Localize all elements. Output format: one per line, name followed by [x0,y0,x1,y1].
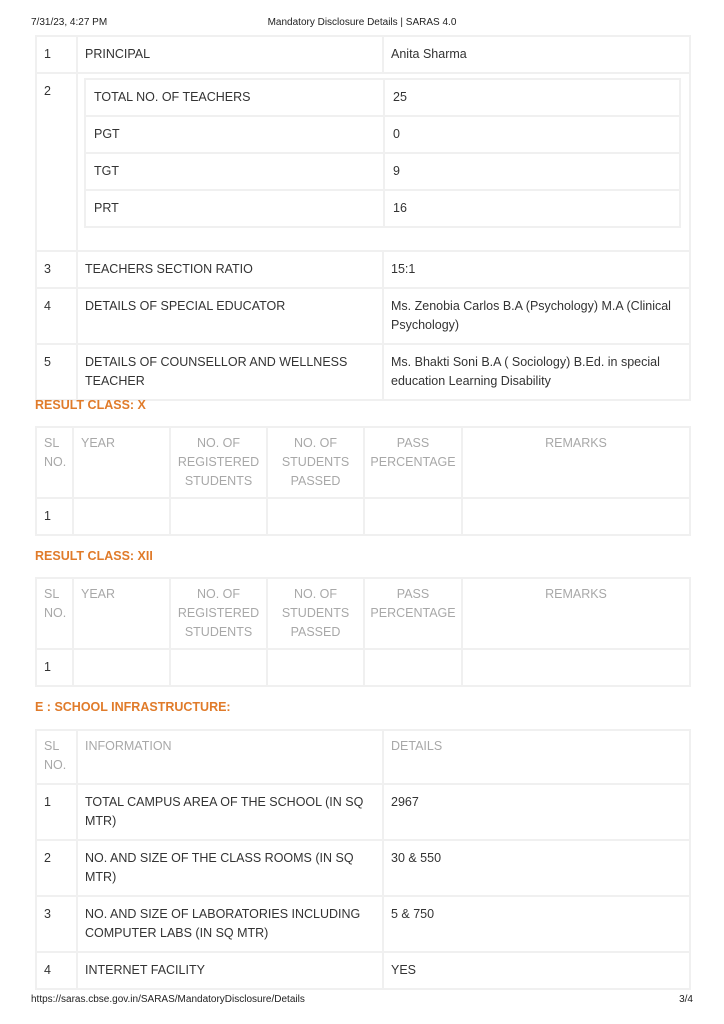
header-information: INFORMATION [77,730,383,784]
information-cell: NO. AND SIZE OF THE CLASS ROOMS (IN SQ MTR) [77,840,383,896]
sl-cell: 5 [36,344,77,400]
label-cell: TEACHERS SECTION RATIO [77,251,383,288]
remarks-cell [462,649,690,686]
table-row [36,952,690,989]
passed-cell [267,498,364,535]
header-year: YEAR [73,578,170,649]
label-cell: PRINCIPAL [77,36,383,73]
table-row [85,79,680,116]
page-number: 3/4 [679,994,693,1005]
label-cell: PRT [85,190,384,227]
table-row [85,153,680,190]
print-datetime: 7/31/23, 4:27 PM [31,17,108,28]
information-cell: INTERNET FACILITY [77,952,383,989]
table-header-row [36,730,690,784]
result-class-xii-title: RESULT CLASS: XII [35,549,153,563]
table-row [36,344,690,400]
header-remarks: REMARKS [462,427,690,498]
header-details: DETAILS [383,730,690,784]
passed-cell [267,649,364,686]
result-class-xii-table [35,577,691,687]
remarks-cell [462,498,690,535]
header-passed: NO. OF STUDENTS PASSED [267,578,364,649]
table-row [36,36,690,73]
header-year: YEAR [73,427,170,498]
sl-cell: 4 [36,288,77,344]
sl-cell: 4 [36,952,77,989]
header-percentage: PASS PERCENTAGE [364,427,462,498]
label-cell: DETAILS OF SPECIAL EDUCATOR [77,288,383,344]
value-cell: 15:1 [383,251,690,288]
header-percentage: PASS PERCENTAGE [364,578,462,649]
information-cell: TOTAL CAMPUS AREA OF THE SCHOOL (IN SQ MTR) [77,784,383,840]
year-cell [73,649,170,686]
staff-table [35,35,691,401]
header-passed: NO. OF STUDENTS PASSED [267,427,364,498]
label-cell: PGT [85,116,384,153]
table-row [36,498,690,535]
label-cell: TGT [85,153,384,190]
print-footer [31,994,693,1008]
header-sl: SL NO. [36,427,73,498]
value-cell: 25 [384,79,680,116]
infrastructure-title: E : SCHOOL INFRASTRUCTURE: [35,700,231,714]
table-row [36,649,690,686]
sl-cell: 3 [36,251,77,288]
table-row [85,116,680,153]
table-row [85,190,680,227]
sl-cell: 1 [36,784,77,840]
value-cell: Ms. Bhakti Soni B.A ( Sociology) B.Ed. in special education Learning Disability [383,344,690,400]
teachers-table [84,78,681,228]
table-row [36,840,690,896]
sl-cell: 1 [36,498,73,535]
sl-cell: 1 [36,649,73,686]
sl-cell: 2 [36,840,77,896]
percentage-cell [364,498,462,535]
details-cell: 2967 [383,784,690,840]
teachers-cell [77,73,690,251]
header-sl: SL NO. [36,730,77,784]
percentage-cell [364,649,462,686]
registered-cell [170,498,267,535]
sl-cell: 1 [36,36,77,73]
label-cell: TOTAL NO. OF TEACHERS [85,79,384,116]
details-cell: 30 & 550 [383,840,690,896]
result-class-x-title: RESULT CLASS: X [35,398,146,412]
table-row [36,251,690,288]
table-row [36,784,690,840]
table-header-row [36,578,690,649]
sl-cell: 2 [36,73,77,251]
value-cell: Ms. Zenobia Carlos B.A (Psychology) M.A (Clinical Psychology) [383,288,690,344]
print-header [31,17,693,31]
header-registered: NO. OF REGISTERED STUDENTS [170,578,267,649]
value-cell: 9 [384,153,680,190]
table-header-row [36,427,690,498]
result-class-x-table [35,426,691,536]
information-cell: NO. AND SIZE OF LABORATORIES INCLUDING COMPUTER LABS (IN SQ MTR) [77,896,383,952]
value-cell: 16 [384,190,680,227]
details-cell: YES [383,952,690,989]
label-cell: DETAILS OF COUNSELLOR AND WELLNESS TEACHER [77,344,383,400]
table-row [36,73,690,251]
print-page-title: Mandatory Disclosure Details | SARAS 4.0 [267,17,457,28]
table-row [36,896,690,952]
infrastructure-table [35,729,691,990]
header-remarks: REMARKS [462,578,690,649]
print-url: https://saras.cbse.gov.in/SARAS/MandatoryDisclosure/Details [31,994,305,1005]
sl-cell: 3 [36,896,77,952]
table-row [36,288,690,344]
value-cell: Anita Sharma [383,36,690,73]
details-cell: 5 & 750 [383,896,690,952]
value-cell: 0 [384,116,680,153]
year-cell [73,498,170,535]
registered-cell [170,649,267,686]
header-registered: NO. OF REGISTERED STUDENTS [170,427,267,498]
header-sl: SL NO. [36,578,73,649]
